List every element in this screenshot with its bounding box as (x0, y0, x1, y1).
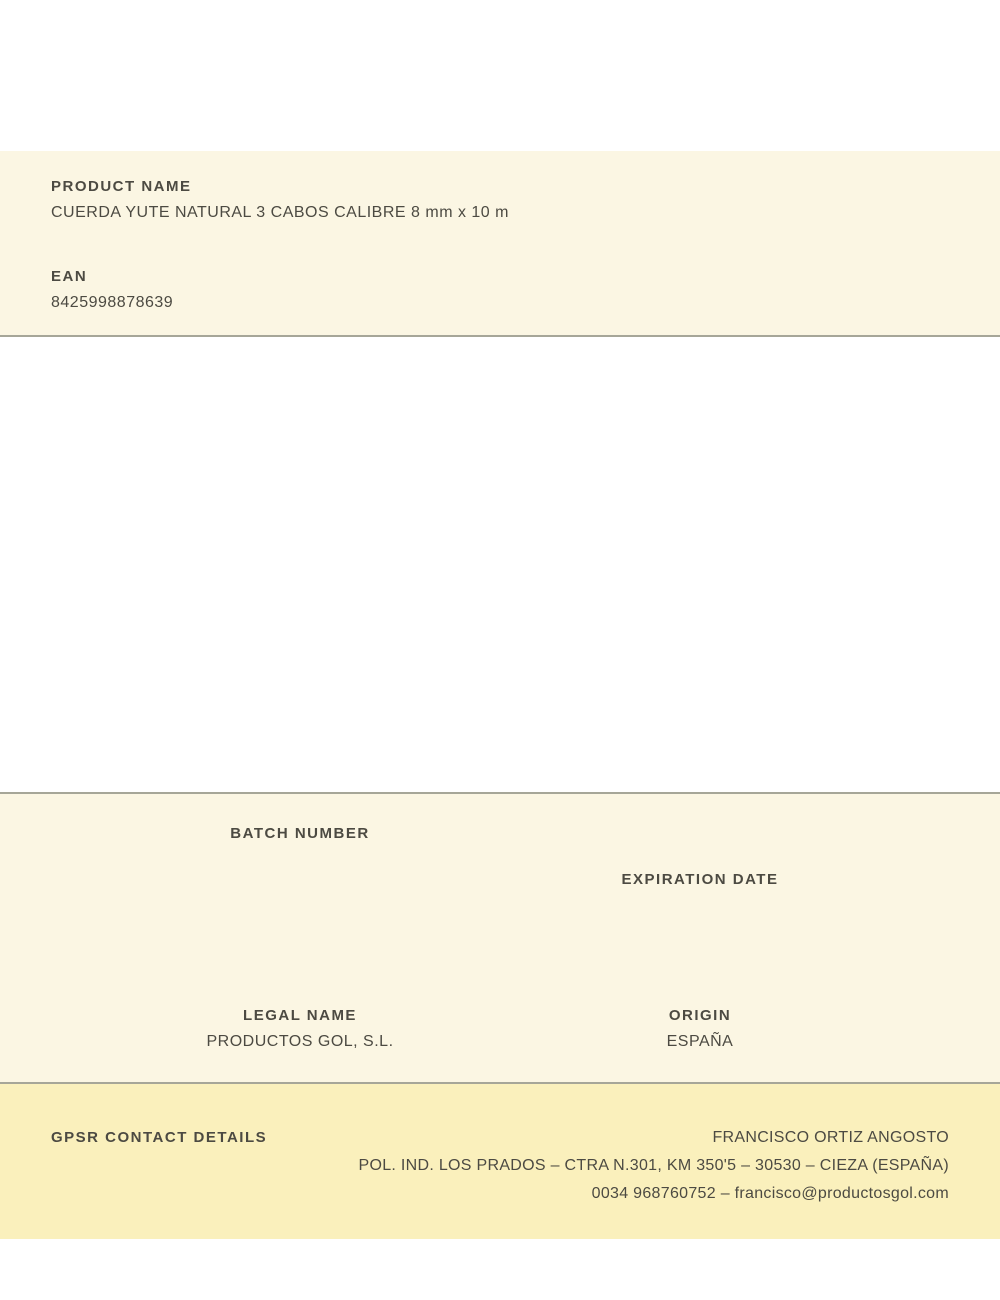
expiration-date-value (500, 897, 900, 915)
product-identity-section (0, 151, 1000, 337)
batch-number-label: BATCH NUMBER (230, 825, 370, 842)
product-name-value: CUERDA YUTE NATURAL 3 CABOS CALIBRE 8 mm x 10 m (51, 204, 509, 221)
origin-label: ORIGIN (668, 1007, 732, 1024)
product-name-label: PRODUCT NAME (51, 178, 192, 195)
batch-number-field (100, 825, 500, 915)
gpsr-contact-label: GPSR CONTACT DETAILS (51, 1129, 268, 1146)
origin-value: ESPAÑA (666, 1033, 734, 1050)
product-name-field (51, 178, 949, 222)
ean-value: 8425998878639 (51, 294, 174, 311)
gpsr-contact-name: FRANCISCO ORTIZ ANGOSTO (712, 1129, 949, 1146)
legal-name-label: LEGAL NAME (243, 1007, 357, 1024)
gpsr-contact-address: POL. IND. LOS PRADOS – CTRA N.301, KM 350'5 – 30530 – CIEZA (ESPAÑA) (358, 1157, 949, 1174)
legal-name-value: PRODUCTOS GOL, S.L. (206, 1033, 394, 1050)
gpsr-contact-phone-email: 0034 968760752 – francisco@productosgol.com (591, 1185, 949, 1202)
traceability-section (0, 792, 1000, 1084)
product-image-placeholder (0, 337, 1000, 792)
ean-label: EAN (51, 268, 88, 285)
expiration-date-field (500, 871, 900, 915)
expiration-date-label: EXPIRATION DATE (621, 871, 779, 888)
gpsr-contact-details (267, 1124, 949, 1208)
gpsr-contact-section (0, 1084, 1000, 1239)
traceability-grid (100, 825, 900, 1051)
batch-number-value (100, 851, 500, 869)
origin-field (500, 1007, 900, 1051)
top-whitespace (0, 0, 1000, 151)
legal-name-field (100, 1007, 500, 1051)
ean-field (51, 268, 949, 312)
